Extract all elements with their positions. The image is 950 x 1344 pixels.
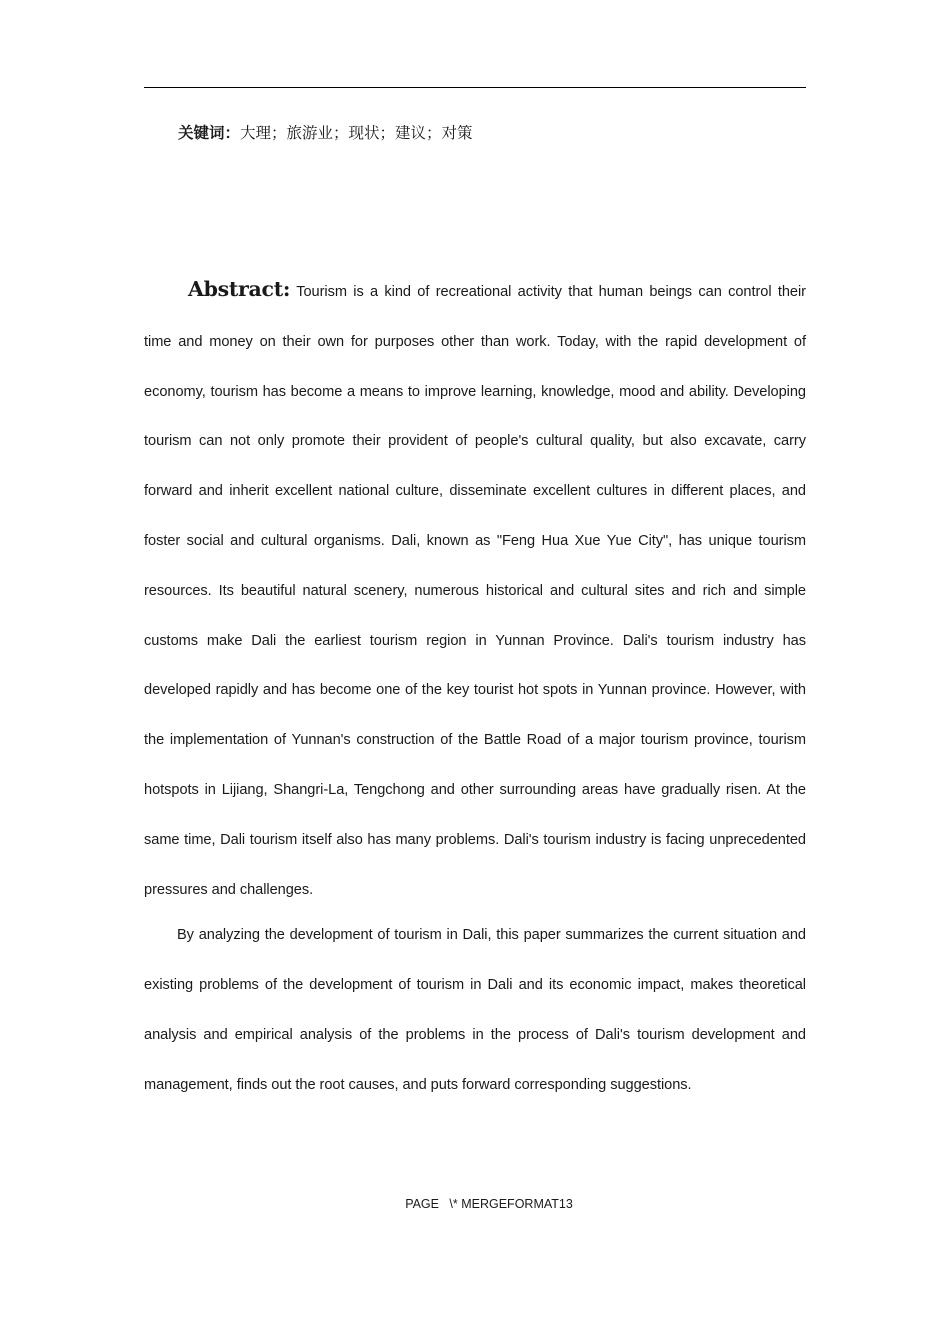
abstract-label: Abstract: (188, 277, 291, 301)
abstract-paragraph-1-text: Tourism is a kind of recreational activity that human beings can control their time and money on their own for purposes other than work. Today, with the rapid development of economy, tourism has become a means to improve learning, knowledge, mood and ability. Developing tourism can not only promote their provident of people's cultural quality, but also excavate, carry forward and inherit excellent national culture, disseminate excellent cultures in different places, and foster social and cultural organisms. Dali, known as "Feng Hua Xue Yue City", has unique tourism resources. Its beautiful natural scenery, numerous historical and cultural sites and rich and simple customs make Dali the earliest tourism region in Yunnan Province. Dali's tourism industry has developed rapidly and has become one of the key tourist hot spots in Yunnan province. However, with the implementation of Yunnan's construction of the Battle Road of a major tourism province, tourism hotspots in Lijiang, Shangri-La, Tengchong and other surrounding areas have gradually risen. At the same time, Dali tourism itself also has many problems. Dali's tourism industry is facing unprecedented pressures and challenges. (144, 284, 806, 898)
abstract-paragraph-2: By analyzing the development of tourism in Dali, this paper summarizes the current situation and existing problems of the development of tourism in Dali and its economic impact, makes theoretical analysis and empirical analysis of the problems in the process of Dali's tourism development and management, finds out the root causes, and puts forward corresponding suggestions. (144, 927, 806, 1093)
keywords-line (178, 122, 473, 144)
keywords-colon: ： (224, 123, 241, 142)
page-footer-field: PAGE \* MERGEFORMAT13 (405, 1197, 573, 1211)
keywords-label: 关键词 (178, 123, 225, 142)
abstract-paragraph-1 (144, 265, 806, 915)
abstract-section (144, 265, 806, 1111)
header-rule (144, 87, 806, 88)
keywords-list: 大理；旅游业；现状；建议；对策 (240, 124, 473, 142)
